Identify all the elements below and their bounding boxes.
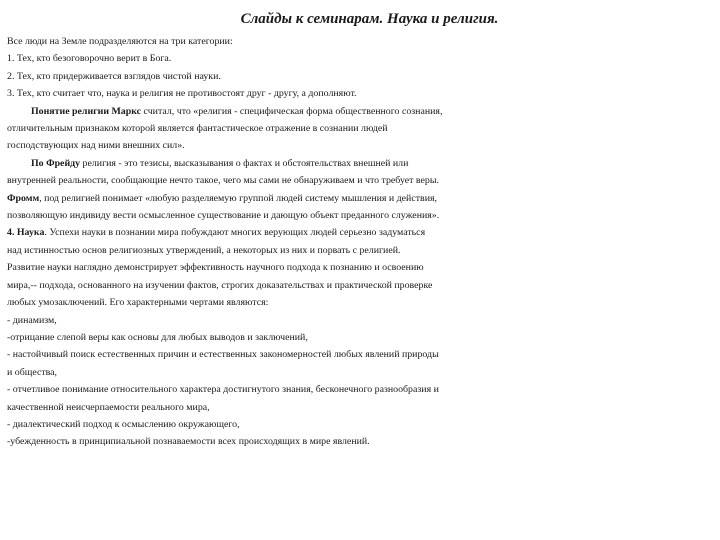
- trait-item: -отрицание слепой веры как основы для любых выводов и заключений,: [7, 331, 308, 343]
- category-2: 2. Тех, кто придерживается взглядов чистой науки.: [7, 70, 221, 82]
- freud-paragraph-line: внутренней реальности, сообщающие нечто такое, чего мы сами не обнаруживаем и что требует веры.: [7, 175, 439, 187]
- trait-item-continued: и общества,: [7, 366, 58, 378]
- trait-item-continued: качественной неисчерпаемости реального мира,: [7, 401, 210, 413]
- trait-item: - динамизм,: [7, 314, 57, 326]
- trait-item: - отчетливое понимание относительного характера достигнутого знания, бесконечного разнообразия и: [7, 384, 439, 396]
- fromm-text: , под религией понимает «любую разделяемую группой людей систему мышления и действия,: [39, 192, 437, 204]
- intro-line: Все люди на Земле подразделяются на три категории:: [7, 36, 233, 47]
- science-lead: 4. Наука: [7, 227, 45, 239]
- marx-paragraph-line: [7, 103, 714, 120]
- trait-item: - диалектический подход к осмыслению окружающего,: [7, 418, 240, 430]
- fromm-lead: Фромм: [7, 192, 40, 204]
- freud-text: религия - это тезисы, высказывания о фактах и обстоятельствах внешней или: [80, 157, 409, 169]
- slide-body: [7, 33, 714, 451]
- freud-paragraph-line: [7, 155, 714, 172]
- fromm-paragraph-line: [7, 190, 714, 207]
- marx-lead: Понятие религии Маркс: [31, 105, 142, 117]
- marx-paragraph-line: отличительным признаком которой является фантастическое отражение в сознании людей: [7, 123, 388, 135]
- fromm-paragraph-line: позволяющую индивиду вести осмысленное существование и дающую объект преданного служения».: [7, 210, 440, 222]
- marx-text: считал, что «религия - специфическая форма общественного сознания,: [141, 105, 443, 117]
- trait-item: - настойчивый поиск естественных причин и естественных закономерностей любых явлений природы: [7, 349, 439, 361]
- science-paragraph-line: мира,-- подхода, основанного на изучении фактов, строгих доказательствах и практической проверке: [7, 279, 433, 291]
- freud-lead: По Фрейду: [31, 157, 81, 169]
- science-paragraph-line: Развитие науки наглядно демонстрирует эффективность научного подхода к познанию и освоению: [7, 262, 424, 274]
- science-paragraph-line: над истинностью основ религиозных утверждений, а некоторых из них и порвать с религией.: [7, 244, 401, 256]
- trait-item: -убежденность в принципиальной познаваемости всех происходящих в мире явлений.: [7, 436, 370, 448]
- category-3: 3. Тех, кто считает что, наука и религия не противостоят друг - другу, а дополняют.: [7, 88, 357, 100]
- category-1: 1. Тех, кто безоговорочно верит в Бога.: [7, 53, 172, 65]
- marx-paragraph-line: господствующих над ними внешних сил».: [7, 140, 185, 152]
- slide-title: Слайды к семинарам. Наука и религия.: [240, 11, 499, 27]
- science-text: . Успехи науки в познании мира побуждают многих верующих людей серьезно задуматься: [44, 227, 426, 239]
- science-paragraph-line: [7, 224, 714, 241]
- science-paragraph-line: любых умозаключений. Его характерными чертами являются:: [7, 297, 269, 309]
